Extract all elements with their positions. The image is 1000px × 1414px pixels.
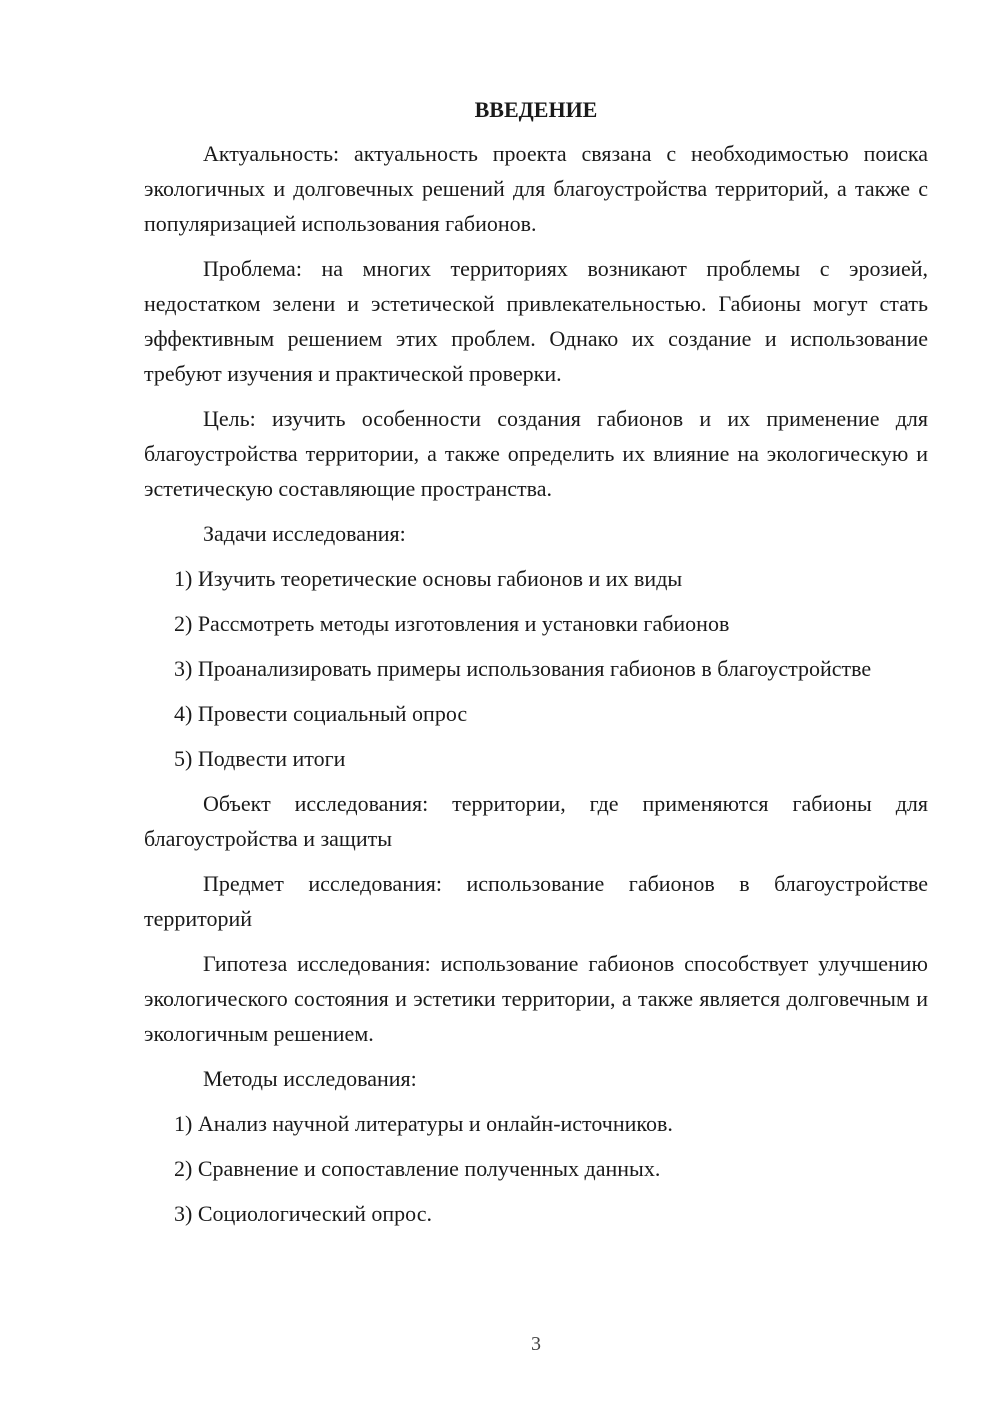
method-item: 1) Анализ научной литературы и онлайн-источников. <box>174 1111 673 1136</box>
task-item: 5) Подвести итоги <box>174 746 346 771</box>
paragraph-goal: Цель: изучить особенности создания габионов и их применение для благоустройства территории, а также определить их влияние на экологическую и эстетическую составляющие пространства. <box>144 406 928 501</box>
paragraph-subject: Предмет исследования: использование габионов в благоустройстве территорий <box>144 871 928 931</box>
task-item: 1) Изучить теоретические основы габионов и их виды <box>174 566 683 591</box>
method-item: 2) Сравнение и сопоставление полученных данных. <box>174 1156 661 1181</box>
method-item: 3) Социологический опрос. <box>174 1201 432 1226</box>
section-title: ВВЕДЕНИЕ <box>474 97 598 122</box>
tasks-heading: Задачи исследования: <box>203 521 406 546</box>
methods-heading: Методы исследования: <box>203 1066 417 1091</box>
document-page <box>144 95 928 1241</box>
page-number: 3 <box>531 1333 541 1355</box>
paragraph-relevance: Актуальность: актуальность проекта связана с необходимостью поиска экологичных и долговечных решений для благоустройства территорий, а также с популяризацией использования габионов. <box>144 141 928 236</box>
task-item: 3) Проанализировать примеры использования габионов в благоустройстве <box>174 656 872 681</box>
task-item: 2) Рассмотреть методы изготовления и установки габионов <box>174 611 730 636</box>
paragraph-problem: Проблема: на многих территориях возникают проблемы с эрозией, недостатком зелени и эстетической привлекательностью. Габионы могут стать эффективным решением этих проблем. Однако их создание и использование требуют изучения и практической проверки. <box>144 256 928 386</box>
paragraph-hypothesis: Гипотеза исследования: использование габионов способствует улучшению экологического состояния и эстетики территории, а также является долговечным и экологичным решением. <box>144 951 928 1046</box>
task-item: 4) Провести социальный опрос <box>174 701 468 726</box>
paragraph-object: Объект исследования: территории, где применяются габионы для благоустройства и защиты <box>144 791 928 851</box>
